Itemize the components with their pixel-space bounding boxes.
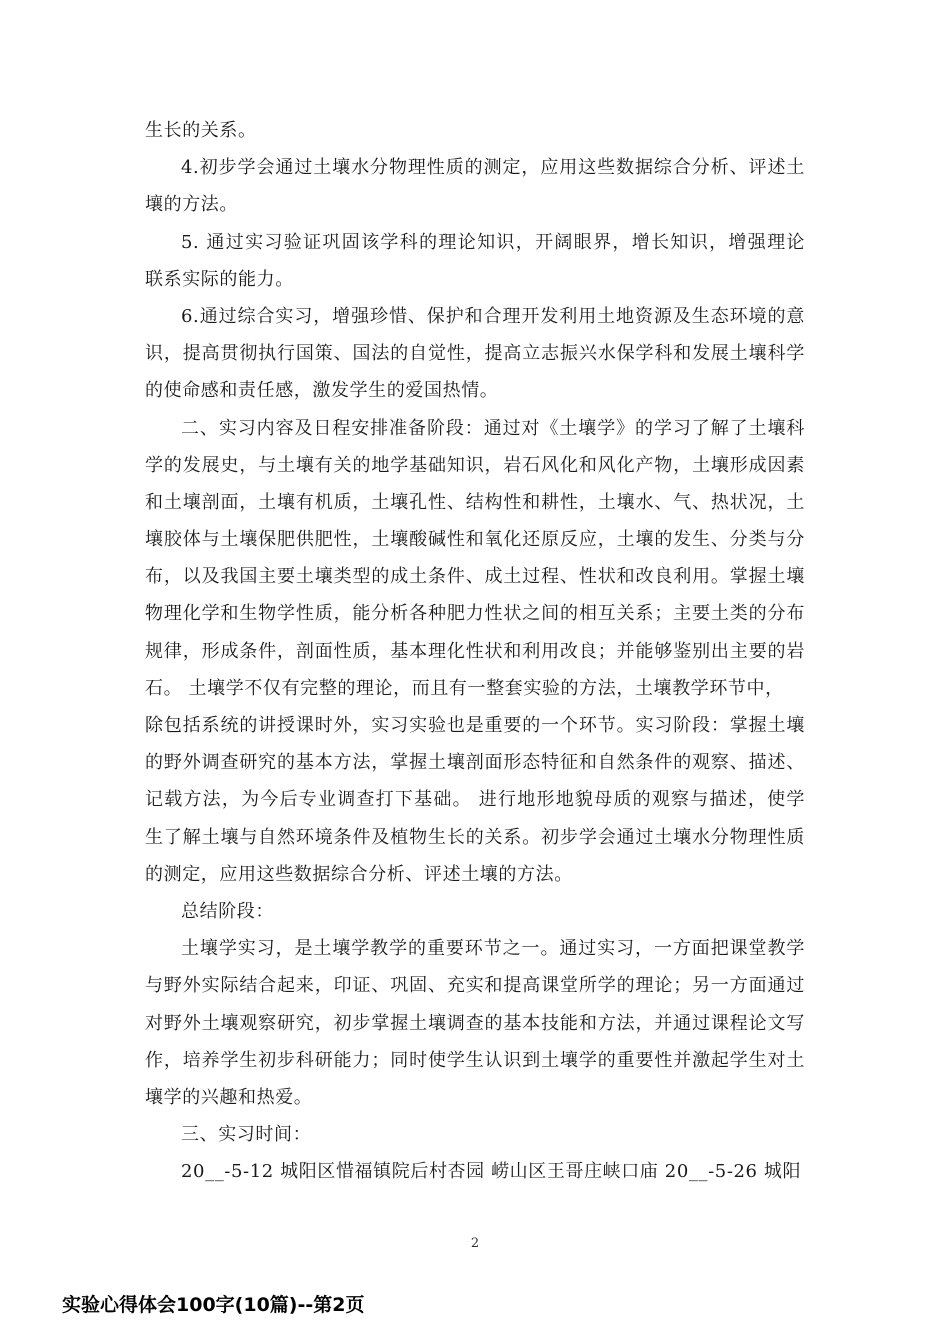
text-line: 5. 通过实习验证巩固该学科的理论知识，开阔眼界，增长知识，增强理论 [181,231,805,253]
text-line: 对野外土壤观察研究，初步掌握土壤调查的基本技能和方法，并通过课程论文写 [145,1012,805,1034]
text-line: 6.通过综合实习，增强珍惜、保护和合理开发利用土地资源及生态环境的意 [181,305,805,327]
text-line: 4.初步学会通过土壤水分物理性质的测定，应用这些数据综合分析、评述土 [181,157,805,179]
text-line: 壤胶体与土壤保肥供肥性，土壤酸碱性和氧化还原反应，土壤的发生、分类与分 [145,529,805,551]
text-line: 作，培养学生初步科研能力；同时使学生认识到土壤学的重要性并激起学生对土 [145,1049,805,1071]
text-line: 壤的方法。 [145,194,238,216]
text-line: 二、实习内容及日程安排准备阶段：通过对《土壤学》的学习了解了土壤科 [181,417,805,439]
text-line: 学的发展史，与土壤有关的地学基础知识，岩石风化和风化产物，土壤形成因素 [145,454,805,476]
footer-title: 实验心得体会100字(10篇)--第2页 [62,1294,365,1316]
text-line: 识，提高贯彻执行国策、国法的自觉性，提高立志振兴水保学科和发展土壤科学 [145,343,805,365]
text-line: 与野外实际结合起来，印证、巩固、充实和提高课堂所学的理论；另一方面通过 [145,975,805,997]
body-text [145,112,805,1190]
text-line: 规律，形成条件，剖面性质，基本理化性状和利用改良；并能够鉴别出主要的岩 [145,640,805,662]
text-line: 除包括系统的讲授课时外，实习实验也是重要的一个环节。实习阶段：掌握土壤 [145,715,805,736]
text-line: 20__-5-12 城阳区惜福镇院后村杏园 崂山区王哥庄峡口庙 20__-5-26 城阳 [181,1161,802,1183]
text-line: 联系实际的能力。 [145,268,294,290]
text-line: 土壤学实习，是土壤学教学的重要环节之一。通过实习，一方面把课堂教学 [181,938,805,960]
text-line: 总结阶段： [181,900,274,922]
text-line: 和土壤剖面，土壤有机质，土壤孔性、结构性和耕性，土壤水、气、热状况，土 [145,491,805,513]
text-line: 生了解土壤与自然环境条件及植物生长的关系。初步学会通过土壤水分物理性质 [145,826,805,848]
text-line: 的使命感和责任感，激发学生的爱国热情。 [145,380,499,402]
text-line: 的测定，应用这些数据综合分析、评述土壤的方法。 [145,863,573,885]
text-line: 石。 土壤学不仅有完整的理论，而且有一整套实验的方法，土壤教学环节中， [145,677,784,699]
text-line: 物理化学和生物学性质，能分析各种肥力性状之间的相互关系；主要土类的分布 [145,603,805,625]
text-line: 壤学的兴趣和热爱。 [145,1086,313,1108]
text-line: 记载方法，为今后专业调查打下基础。 进行地形地貌母质的观察与描述，使学 [145,789,805,811]
text-line: 的野外调查研究的基本方法，掌握土壤剖面形态特征和自然条件的观察、描述、 [145,752,805,774]
text-line: 布，以及我国主要土壤类型的成土条件、成土过程、性状和改良利用。掌握土壤 [145,566,805,588]
text-line: 生长的关系。 [145,120,257,141]
page-number: 2 [470,1236,480,1251]
text-line: 三、实习时间： [181,1124,312,1146]
